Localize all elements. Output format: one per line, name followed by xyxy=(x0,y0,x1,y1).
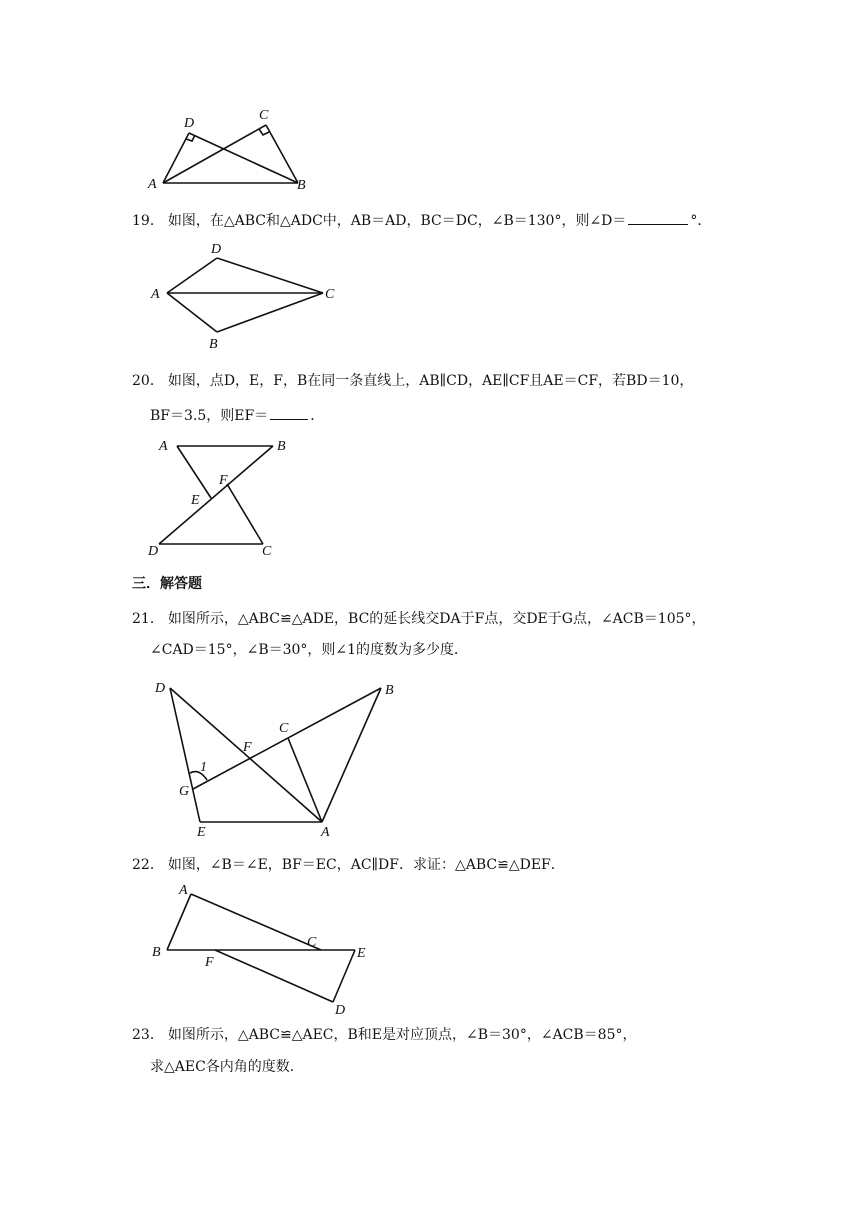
answer-blank[interactable] xyxy=(270,405,308,420)
segment-ae xyxy=(177,446,211,498)
figure-18-diagram xyxy=(145,105,315,195)
vertex-label-d: D xyxy=(211,242,222,257)
vertex-label-c: C xyxy=(262,544,272,559)
right-angle-mark-c xyxy=(259,129,269,135)
segment-cb xyxy=(266,125,298,183)
vertex-label-e: E xyxy=(357,946,366,961)
question-text: 如图所示，△ABC≌△ADE，BC的延长线交DA于F点，交DE于G点，∠ACB＝105°， xyxy=(167,611,706,627)
segment-ba xyxy=(167,894,191,950)
figure-22-diagram xyxy=(145,878,375,1018)
question-21-line-1 xyxy=(132,609,852,629)
vertex-label-c: C xyxy=(279,721,289,736)
question-20-line-2 xyxy=(150,405,860,426)
question-suffix: °． xyxy=(690,213,712,229)
segment-gb xyxy=(193,688,381,789)
segment-bc xyxy=(217,293,323,332)
question-text: 如图，在△ABC和△ADC中，AB＝AD，BC＝DC，∠B＝130°，则∠D＝ xyxy=(167,213,627,229)
segment-ed xyxy=(333,950,355,1002)
figure-19 xyxy=(145,236,345,356)
segment-df xyxy=(215,950,333,1002)
question-number: 23． xyxy=(132,1027,164,1043)
figure-22 xyxy=(145,878,375,1018)
vertex-label-g: G xyxy=(179,784,190,799)
segment-cf xyxy=(227,484,263,544)
segment-de xyxy=(170,688,200,822)
vertex-label-b: B xyxy=(209,337,218,352)
segment-dc xyxy=(217,258,323,293)
vertex-label-a: A xyxy=(321,825,330,840)
segment-db xyxy=(189,133,298,183)
question-text: BF＝3.5，则EF＝ xyxy=(150,408,269,424)
segment-ad xyxy=(167,258,217,293)
question-number: 21． xyxy=(132,611,164,627)
vertex-label-c: C xyxy=(307,935,317,950)
vertex-label-e: E xyxy=(191,493,200,508)
question-text: 如图，∠B＝∠E，BF＝EC，AC∥DF．求证：△ABC≌△DEF． xyxy=(167,857,565,873)
vertex-label-c: C xyxy=(259,108,269,123)
question-number: 20． xyxy=(132,373,164,389)
vertex-label-d: D xyxy=(155,681,166,696)
question-text: 如图所示，△ABC≌△AEC，B和E是对应顶点，∠B＝30°，∠ACB＝85°， xyxy=(167,1027,637,1043)
segment-ac xyxy=(191,894,321,950)
question-text: 求△AEC各内角的度数． xyxy=(150,1059,304,1075)
figure-18 xyxy=(145,105,315,195)
vertex-label-d: D xyxy=(148,544,159,559)
segment-ba xyxy=(322,688,381,822)
question-text: 如图，点D，E，F，B在同一条直线上，AB∥CD，AE∥CF且AE＝CF，若BD＝10， xyxy=(167,373,694,389)
figure-20 xyxy=(145,432,295,562)
figure-21-diagram xyxy=(145,672,400,840)
vertex-label-a: A xyxy=(159,439,168,454)
vertex-label-b: B xyxy=(152,945,161,960)
angle-label-1: 1 xyxy=(200,760,207,775)
question-23-line-1 xyxy=(132,1025,852,1045)
vertex-label-e: E xyxy=(197,825,206,840)
question-19 xyxy=(132,210,852,231)
vertex-label-d: D xyxy=(335,1003,346,1018)
question-22 xyxy=(132,855,852,875)
figure-21 xyxy=(145,672,400,840)
vertex-label-b: B xyxy=(385,683,394,698)
vertex-label-b: B xyxy=(277,439,286,454)
vertex-label-b: B xyxy=(297,178,306,193)
vertex-label-c: C xyxy=(325,287,335,302)
segment-ab xyxy=(167,293,217,332)
figure-20-diagram xyxy=(145,432,295,562)
vertex-label-d: D xyxy=(184,116,195,131)
question-23-line-2 xyxy=(150,1057,860,1077)
question-21-line-2 xyxy=(150,640,860,660)
vertex-label-a: A xyxy=(148,177,157,192)
question-20-line-1 xyxy=(132,371,852,391)
question-number: 22． xyxy=(132,857,164,873)
segment-da xyxy=(170,688,322,822)
vertex-label-f: F xyxy=(243,740,252,755)
vertex-label-a: A xyxy=(151,287,160,302)
section-heading: 三．解答题 xyxy=(132,576,202,592)
vertex-label-f: F xyxy=(205,955,214,970)
question-suffix: ． xyxy=(310,408,325,424)
answer-blank[interactable] xyxy=(628,210,688,225)
segment-ca xyxy=(288,738,322,822)
vertex-label-f: F xyxy=(219,473,228,488)
question-text: ∠CAD＝15°，∠B＝30°，则∠1的度数为多少度． xyxy=(150,642,469,658)
question-number: 19． xyxy=(132,213,164,229)
vertex-label-a: A xyxy=(179,883,188,898)
figure-19-diagram xyxy=(145,236,345,356)
segment-bd xyxy=(159,446,273,544)
